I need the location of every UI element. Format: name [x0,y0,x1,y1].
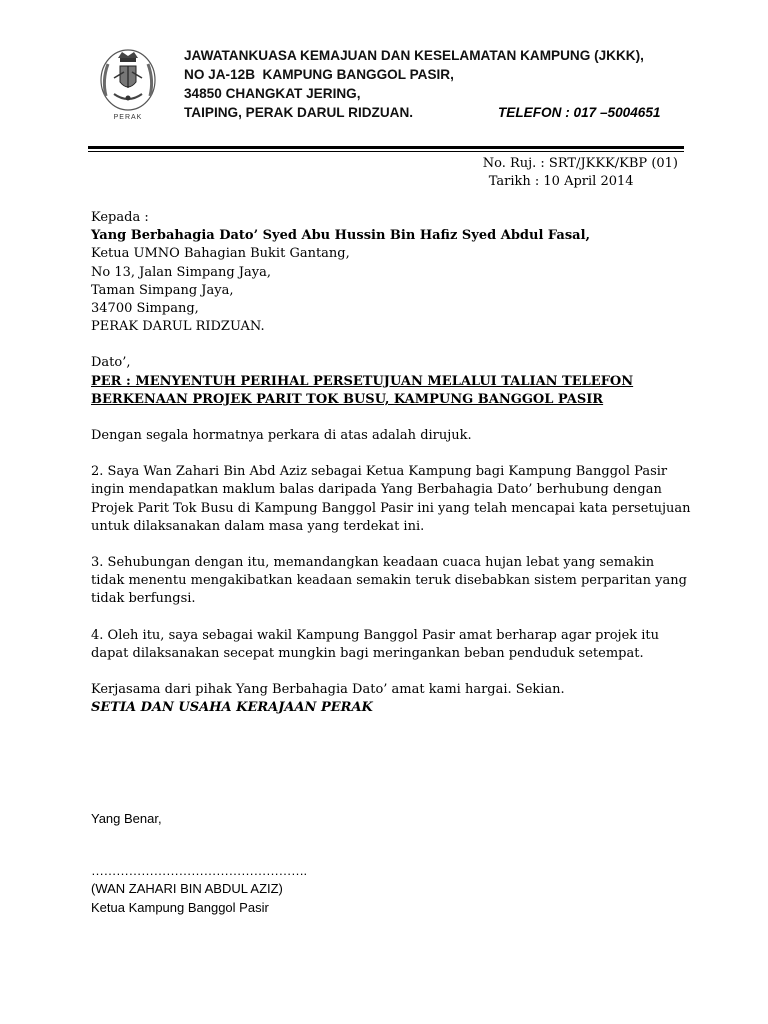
org-line-4: TAIPING, PERAK DARUL RIDZUAN. [184,105,414,120]
crest-icon [96,44,160,114]
recipient-name: Yang Berbahagia Dato’ Syed Abu Hussin Bin Hafiz Syed Abdul Fasal, [91,228,591,244]
paragraph-2: 2. Saya Wan Zahari Bin Abd Aziz sebagai Ketua Kampung bagi Kampung Banggol Pasir ingin mendapatkan maklum balas daripada Yang Berbahagia Dato’ berhubung dengan Projek Parit Tok Busu di Kampung Banggol Pasir ini yang telah mencapai kata persetujuan untuk dilaksanakan dalam masa yang terdekat ini. [91,464,691,534]
letter-date: Tarikh : 10 April 2014 [488,174,634,189]
letter-body [91,209,691,717]
recipient-address-line-5: PERAK DARUL RIDZUAN. [91,319,265,335]
signatory-title: Ketua Kampung Banggol Pasir [91,899,269,915]
closing: Yang Benar, [91,811,162,826]
perak-crest-logo [96,44,160,130]
motto: SETIA DAN USAHA KERAJAAN PERAK [91,700,373,716]
kepada-label: Kepada : [91,210,149,225]
paragraph-1: Dengan segala hormatnya perkara di atas adalah dirujuk. [91,428,472,444]
salutation: Dato’, [91,355,131,371]
reference-number: No. Ruj. : SRT/JKKK/KBP (01) [482,156,678,171]
reference-block [483,155,678,191]
signatory-name: (WAN ZAHARI BIN ABDUL AZIZ) [91,881,283,896]
recipient-address-line-1: Ketua UMNO Bahagian Bukit Gantang, [91,246,350,262]
org-line-2: NO JA-12B KAMPUNG BANGGOL PASIR, [184,67,454,82]
paragraph-4: 4. Oleh itu, saya sebagai wakil Kampung Banggol Pasir amat berharap agar projek itu dapat dilaksanakan secepat mungkin bagi meringankan beban penduduk setempat. [91,627,660,661]
logo-caption: PERAK [113,114,143,121]
org-line-3: 34850 CHANGKAT JERING, [184,86,361,101]
paragraph-5: Kerjasama dari pihak Yang Berbahagia Dato’ amat kami hargai. Sekian. [91,682,565,698]
header-divider-thin [88,151,684,152]
recipient-address-line-4: 34700 Simpang, [91,301,199,317]
recipient-address-line-2: No 13, Jalan Simpang Jaya, [91,264,271,280]
letter-subject: PER : MENYENTUH PERIHAL PERSETUJUAN MELALUI TALIAN TELEFON BERKENAAN PROJEK PARIT TOK BUSU, KAMPUNG BANGGOL PASIR [91,373,634,407]
paragraph-3: 3. Sehubungan dengan itu, memandangkan keadaan cuaca hujan lebat yang semakin tidak menentu mengakibatkan keadaan semakin teruk disebabkan sistem perparitan yang tidak berfungsi. [91,555,687,607]
header-divider-thick [88,146,684,149]
signature-block [91,810,307,917]
signature-line: ……………………………………………. [91,862,307,878]
telephone-number: TELEFON : 017 –5004651 [498,105,661,120]
recipient-address-line-3: Taman Simpang Jaya, [91,282,234,298]
org-line-1: JAWATANKUASA KEMAJUAN DAN KESELAMATAN KAMPUNG (JKKK), [184,48,644,63]
